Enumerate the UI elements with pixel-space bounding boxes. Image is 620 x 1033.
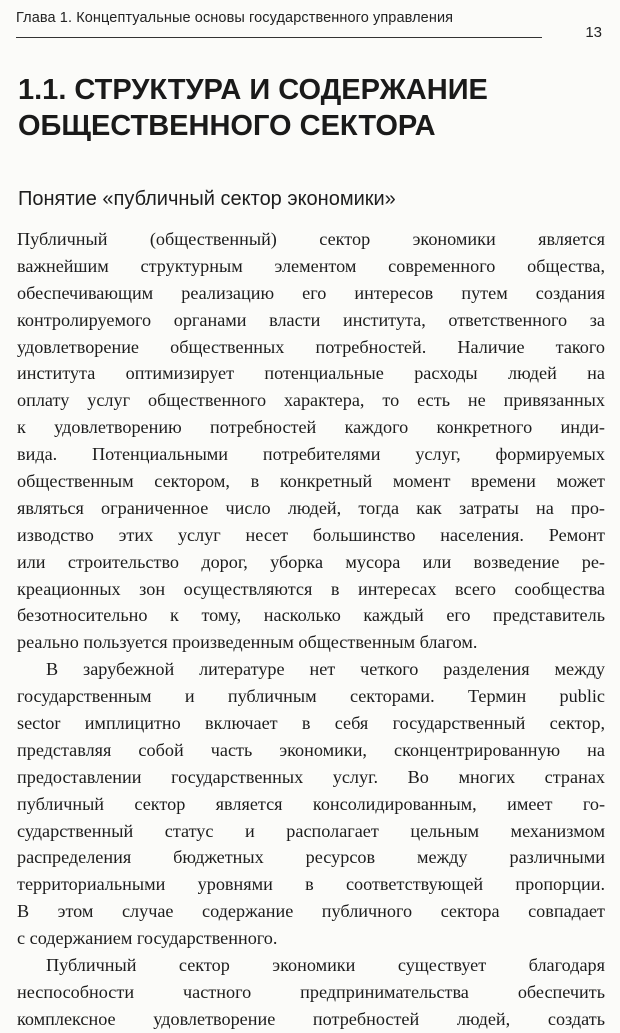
text-line: распределения бюджетных ресурсов между различными [17, 847, 605, 868]
text-line: неспособности частного предпринимательства обеспечить [17, 981, 605, 1002]
text-line: или строительство дорог, уборка мусора или возведение ре- [17, 551, 605, 572]
text-line: с содержанием государственного. [17, 928, 278, 949]
chapter-title-line: 1.1. СТРУКТУРА И СОДЕРЖАНИЕ [18, 74, 488, 106]
running-head: Глава 1. Концептуальные основы государственного управления [16, 10, 454, 26]
text-line: Публичный сектор экономики существует благодаря [46, 955, 605, 976]
text-line: Публичный (общественный) сектор экономики является [17, 229, 605, 249]
text-line: важнейшим структурным элементом современного общества, [17, 255, 605, 276]
text-line: являться ограниченное число людей, тогда как затраты на про- [17, 497, 605, 518]
text-line: реально пользуется произведенным общественным благом. [17, 632, 478, 653]
text-line: оплату услуг общественного характера, то есть не привязанных [17, 390, 605, 411]
text-line: публичный сектор является консолидированным, имеет го- [17, 793, 605, 814]
text-line: государственным и публичным секторами. Термин public [17, 686, 605, 707]
text-line: безотносительно к тому, насколько каждый его представитель [17, 605, 605, 626]
text-line: территориальными уровнями в соответствующей пропорции. [17, 874, 605, 895]
text-line: удовлетворение общественных потребностей. Наличие такого [17, 336, 605, 357]
page-number: 13 [585, 24, 602, 41]
text-line: к удовлетворению потребностей каждого конкретного инди- [17, 417, 605, 438]
text-line: общественным сектором, в конкретный момент времени может [17, 471, 605, 492]
text-line: сударственный статус и располагает цельным механизмом [17, 820, 605, 841]
text-line: предоставлении государственных услуг. Во многих странах [17, 766, 605, 787]
header-rule [16, 37, 542, 38]
text-line: вида. Потенциальными потребителями услуг, формируемых [17, 444, 605, 465]
text-line: sector имплицитно включает в себя государственный сектор, [17, 713, 605, 734]
body-text [17, 226, 605, 1033]
text-line: креационных зон осуществляются в интересах всего сообщества [17, 578, 605, 599]
text-line: института оптимизирует потенциальные расходы людей на [17, 363, 605, 384]
text-line: обеспечивающим реализацию его интересов путем создания [17, 282, 605, 303]
section-title: Понятие «публичный сектор экономики» [18, 188, 396, 210]
chapter-title-line: ОБЩЕСТВЕННОГО СЕКТОРА [18, 110, 436, 142]
text-line: контролируемого органами власти института, ответственного за [17, 309, 605, 330]
chapter-title [18, 72, 608, 144]
text-line: В зарубежной литературе нет четкого разделения между [46, 659, 605, 680]
text-line: представляя собой часть экономики, сконцентрированную на [17, 739, 605, 760]
text-line: комплексное удовлетворение потребностей людей, создать [17, 1008, 605, 1029]
text-line: изводство этих услуг несет большинство населения. Ремонт [17, 524, 605, 545]
text-line: В этом случае содержание публичного сектора совпадает [17, 901, 605, 922]
